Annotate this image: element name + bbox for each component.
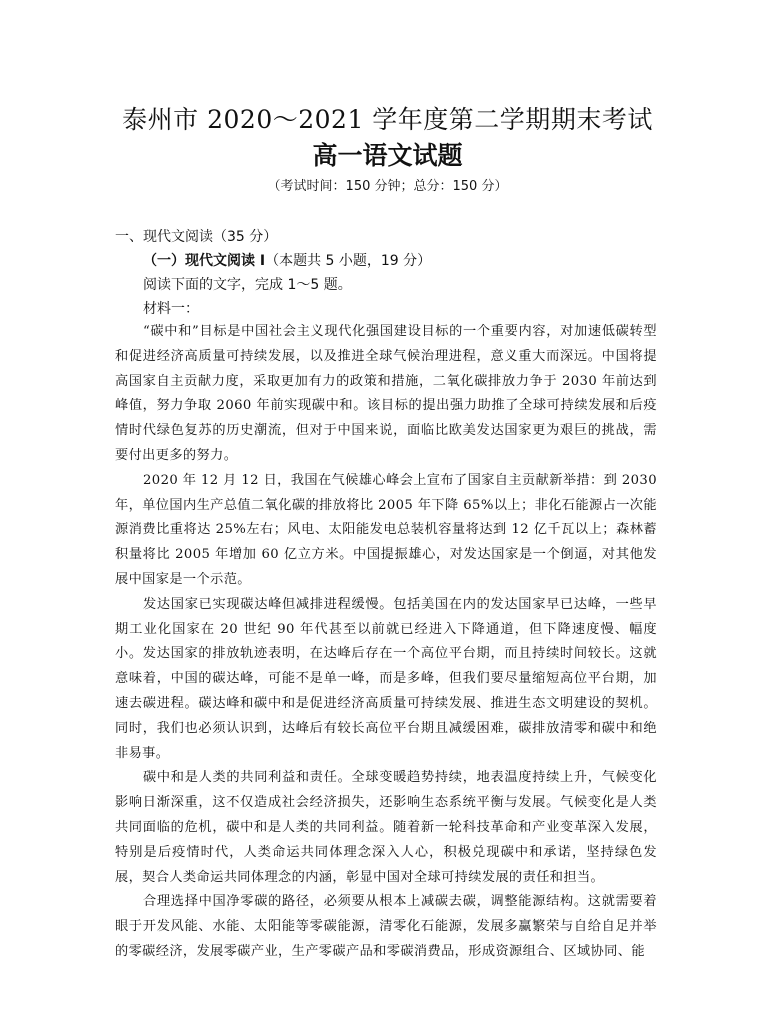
exam-info: （考试时间：150 分钟；总分：150 分） [267, 179, 508, 194]
section-heading: 一、现代文阅读（35 分） [115, 229, 278, 245]
sub-heading-rest: （本题共 5 小题，19 分） [265, 253, 432, 269]
exam-title: 泰州市 2020～2021 学年度第二学期期末考试 [122, 105, 653, 134]
paragraph: 合理选择中国净零碳的路径，必须要从根本上减碳去碳，调整能源结构。这就需要着眼于开发风能、水能、太阳能等零碳能源，清零化石能源，发展多赢繁荣与自给自足并举的零碳经济，发展零碳产业，生产零碳产品和零碳消费品，形成资源组合、区域协同、能 [115, 894, 657, 959]
paragraph: 碳中和是人类的共同利益和责任。全球变暖趋势持续，地表温度持续上升，气候变化影响日渐深重，这不仅造成社会经济损失，还影响生态系统平衡与发展。气候变化是人类共同面临的危机，碳中和是人类的共同利益。随着新一轮科技革命和产业变革深入发展，特别是后疫情时代，人类命运共同体理念深入人心，积极兑现碳中和承诺，坚持绿色发展，契合人类命运共同体理念的内涵，彰显中国对全球可持续发展的责任和担当。 [115, 770, 657, 885]
sub-heading-bold: （一）现代文阅读 I [143, 253, 266, 269]
paragraph: 2020 年 12 月 12 日，我国在气候雄心峰会上宣布了国家自主贡献新举措：到 2030 年，单位国内生产总值二氧化碳的排放将比 2005 年下降 65%以上；非化石能源占一次能源消费比重将达 25%左右；风电、太阳能发电总装机容量将达到 12 亿千瓦以上；森林蓄积量将比 2005 年增加 60 亿立方米。中国提振雄心，对发达国家是一个倒逼，对其他发展中国家是一个示范。 [115, 472, 657, 587]
article-body [115, 320, 657, 965]
instruction: 阅读下面的文字，完成 1～5 题。 [143, 277, 352, 293]
paragraph: 发达国家已实现碳达峰但减排进程缓慢。包括美国在内的发达国家早已达峰，一些早期工业化国家在 20 世纪 90 年代甚至以前就已经进入下降通道，但下降速度慢、幅度小。发达国家的排放轨迹表明，在达峰后存在一个高位平台期，而且持续时间较长。这就意味着，中国的碳达峰，可能不是单一峰，而是多峰，但我们要尽量缩短高位平台期，加速去碳进程。碳达峰和碳中和是促进经济高质量可持续发展、推进生态文明建设的契机。同时，我们也必须认识到，达峰后有较长高位平台期且减缓困难，碳排放清零和碳中和绝非易事。 [115, 596, 657, 761]
paragraph: “碳中和”目标是中国社会主义现代化强国建设目标的一个重要内容，对加速低碳转型和促进经济高质量可持续发展，以及推进全球气候治理进程，意义重大而深远。中国将提高国家自主贡献力度，采取更加有力的政策和措施，二氧化碳排放力争于 2030 年前达到峰值，努力争取 2060 年前实现碳中和。该目标的提出强力助推了全球可持续发展和后疫情时代绿色复苏的历史潮流，但对于中国来说，面临比欧美发达国家更为艰巨的挑战，需要付出更多的努力。 [115, 324, 657, 463]
sub-heading [143, 250, 431, 270]
exam-subtitle: 高一语文试题 [312, 141, 463, 170]
material-label: 材料一： [143, 301, 199, 317]
